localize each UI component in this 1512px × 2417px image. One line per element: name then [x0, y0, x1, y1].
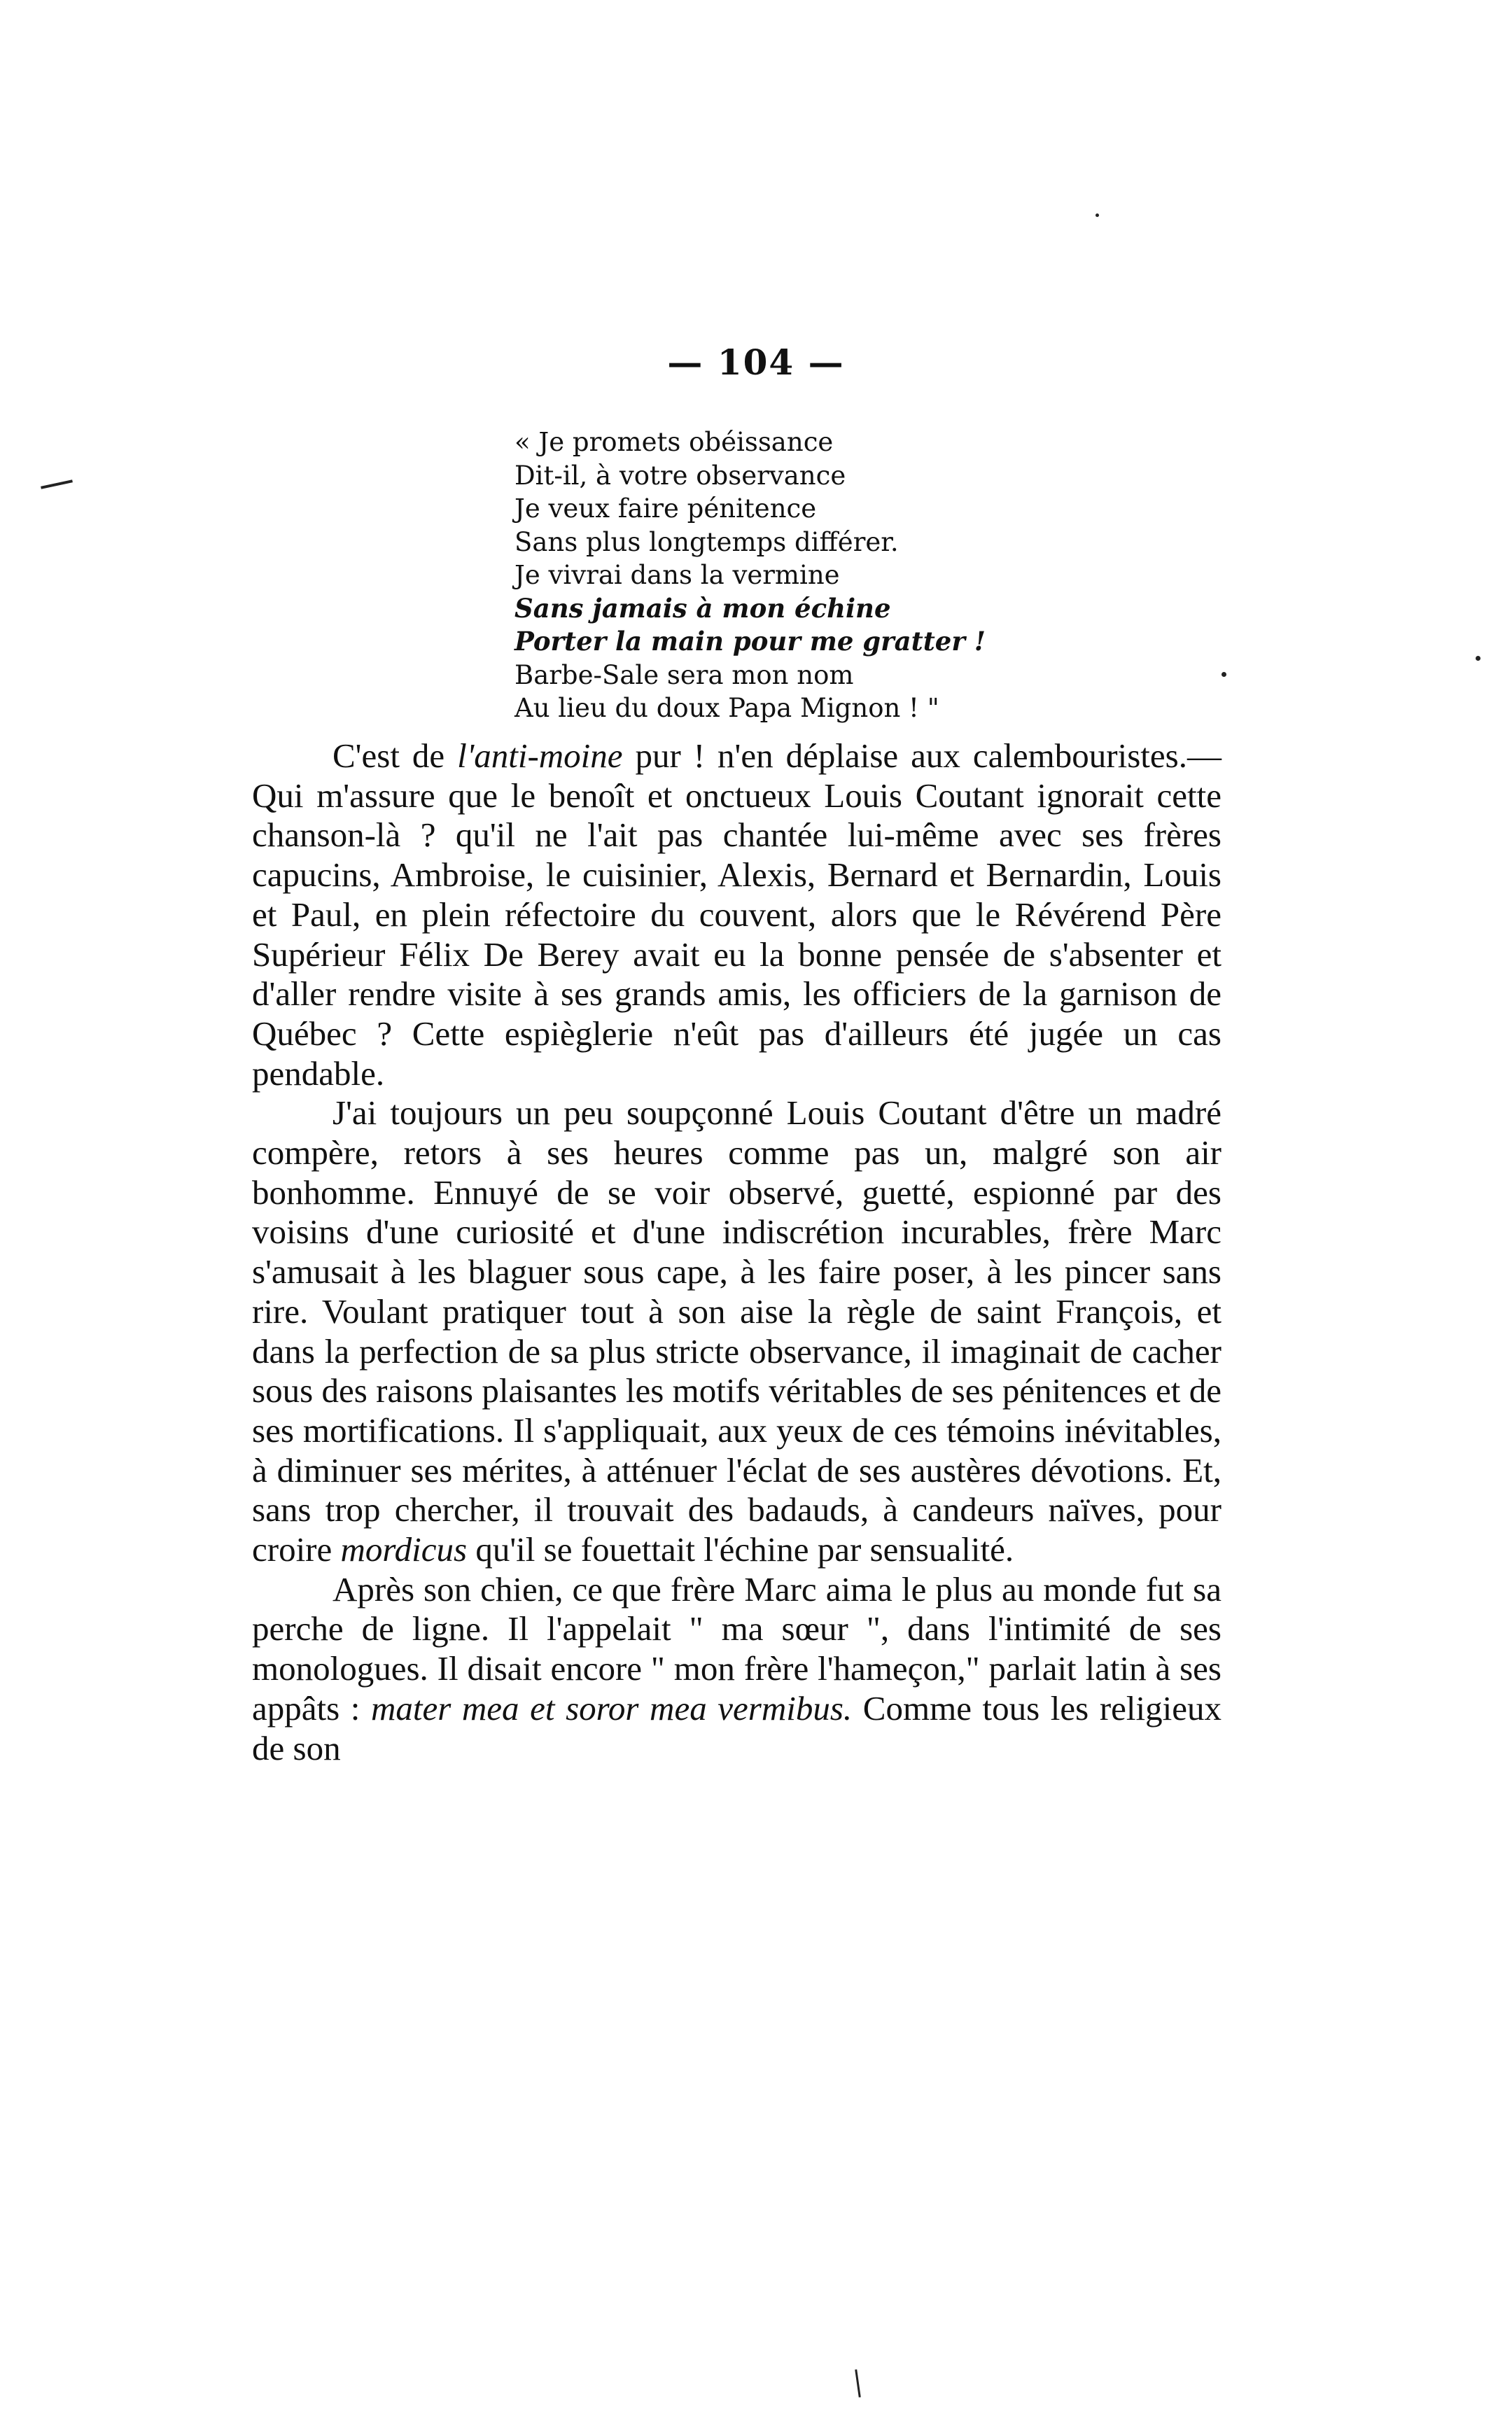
paragraph-3	[252, 1570, 1222, 1769]
poem-line: Barbe-Sale sera mon nom	[514, 659, 854, 690]
poem-stanza	[514, 426, 1046, 725]
poem-line: Je vivrai dans la vermine	[514, 560, 840, 590]
paragraph-2	[252, 1093, 1222, 1569]
paragraph-text: J'ai toujours un peu soupçonné Louis Coutant d'être un madré compère, retors à ses heures comme pas un, malgré son air bonhomme. Ennuyé de se voir observé, guetté, espionné par des voisins d'une curiosité et d'une indiscrétion incurables, frère Marc s'amusait à les blaguer sous cape, à les faire poser, à les pincer sans rire. Voulant pratiquer tout à son aise la règle de saint François, et dans la perfection de sa plus stricte observance, il imaginait de cacher sous des raisons plaisantes les motifs véritables de ses pénitences et de ses mortifications. Il s'appliquait, aux yeux de ces témoins inévitables, à diminuer ses mérites, à atténuer l'éclat de ses austères dévotions. Et, sans trop chercher, il trouvait des badauds, à candeurs naïves, pour croire	[252, 1093, 1222, 1569]
scan-speck	[855, 2369, 861, 2397]
italic-phrase: mater mea et soror mea vermibus.	[370, 1688, 853, 1728]
paragraph-text: pur ! n'en déplaise aux calembouristes.—Qui m'assure que le benoît et onctueux Louis Coutant ignorait cette chanson-là ? qu'il ne l'ait pas chantée lui-même avec ses frères capucins, Ambroise, le cuisinier, Alexis, Bernard et Bernardin, Louis et Paul, en plein réfectoire du couvent, alors que le Révérend Père Supérieur Félix De Berey avait eu la bonne pensée de s'absenter et d'aller rendre visite à ses grands amis, les officiers de la garnison de Québec ? Cette espièglerie n'eût pas d'ailleurs été jugée un cas pendable.	[252, 736, 1222, 1093]
scan-speck	[41, 479, 73, 489]
poem-line-italic: Sans jamais à mon échine	[514, 592, 891, 624]
body-text	[252, 736, 1222, 1768]
italic-phrase: l'anti-moine	[457, 736, 623, 775]
scan-speck	[1096, 213, 1099, 217]
poem-line: Dit-il, à votre observance	[514, 460, 846, 491]
paragraph-text: Après son chien, ce que frère Marc aima le plus au monde fut sa perche de ligne. Il l'appelait " ma sœur ", dans l'intimité de ses monologues. Il disait encore " mon frère l'hameçon," parlait latin à ses appâts :	[252, 1569, 1222, 1728]
scan-speck	[1222, 672, 1226, 677]
paragraph-1	[252, 736, 1222, 1093]
poem-line: Je veux faire pénitence	[514, 493, 817, 524]
poem-line: « Je promets obéissance	[514, 427, 834, 457]
scan-speck	[1476, 656, 1480, 661]
paragraph-text: Comme tous les religieux de son	[252, 1688, 1222, 1767]
paragraph-text: qu'il se fouettait l'échine par sensualité.	[467, 1530, 1014, 1569]
poem-line-italic: Porter la main pour me gratter !	[514, 626, 986, 657]
italic-phrase: mordicus	[340, 1530, 468, 1569]
page-number: — 104 —	[667, 342, 845, 383]
paragraph-text: C'est de	[332, 736, 458, 775]
poem-line: Sans plus longtemps différer.	[514, 526, 899, 557]
poem-line: Au lieu du doux Papa Mignon ! "	[514, 693, 939, 723]
